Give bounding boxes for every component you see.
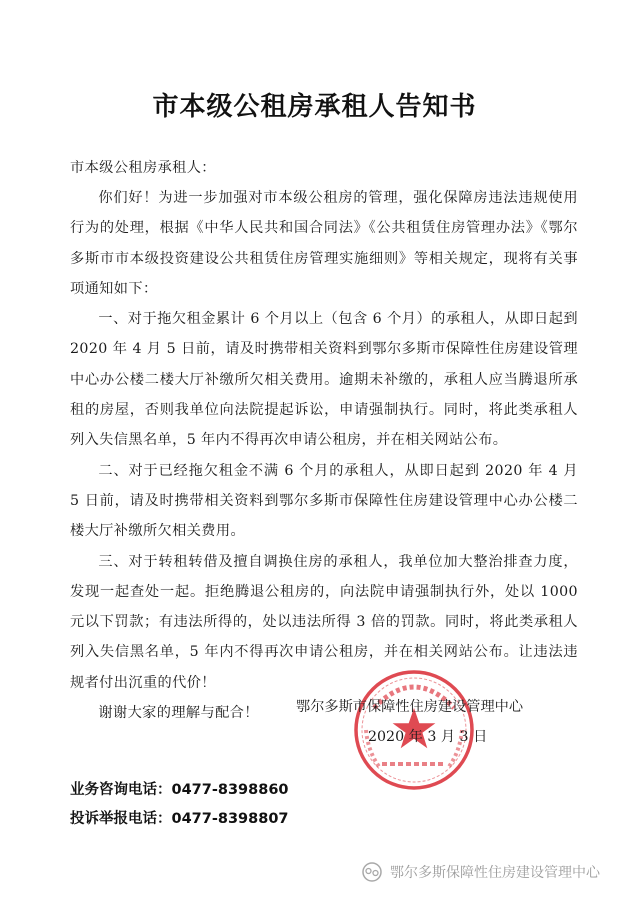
thanks-paragraph: 谢谢大家的理解与配合！ — [98, 705, 259, 722]
notice-body — [70, 183, 578, 728]
signature-date: 2020 年 3 月 3 日 — [368, 729, 488, 745]
page-title: 市本级公租房承租人告知书 — [152, 92, 477, 122]
intro-paragraph: 你们好！为进一步加强对市本级公租房的管理，强化保障房违法违规使用行为的处理，根据《中华人民共和国合同法》《公共租赁住房管理办法》《鄂尔多斯市市本级投资建设公共租赁住房管理实施细则》等相关规定，现将有关事项通知如下： — [70, 190, 578, 297]
consult-phone: 业务咨询电话：0477-8398860 — [70, 782, 289, 798]
item-three-paragraph: 三、对于转租转借及擅自调换住房的承租人，我单位加大整治排查力度，发现一起查处一起。拒绝腾退公租房的，向法院申请强制执行外，处以 1000 元以下罚款；有违法所得的，处以违法所得 3 倍的罚款。同时，将此类承租人列入失信黑名单，5 年内不得再次申请公租房，并在相关网站公布。让违法违规者付出沉重的代价！ — [70, 553, 578, 691]
signature-block — [296, 692, 523, 752]
item-one-paragraph: 一、对于拖欠租金累计 6 个月以上（包含 6 个月）的承租人，从即日起到 2020 年 4 月 5 日前，请及时携带相关资料到鄂尔多斯市保障性住房建设管理中心办公楼二楼大厅补缴所欠相关费用。逾期未补缴的，承租人应当腾退所承租的房屋，否则我单位向法院提起诉讼，申请强制执行。同时，将此类承租人列入失信黑名单，5 年内不得再次申请公租房，并在相关网站公布。 — [70, 311, 578, 449]
signature-organization: 鄂尔多斯市保障性住房建设管理中心 — [296, 699, 524, 715]
salutation: 市本级公租房承租人： — [70, 160, 216, 176]
item-two-paragraph: 二、对于已经拖欠租金不满 6 个月的承租人，从即日起到 2020 年 4 月 5 日前，请及时携带相关资料到鄂尔多斯市保障性住房建设管理中心办公楼二楼大厅补缴所欠相关费用。 — [70, 462, 578, 540]
wechat-official-account-icon — [360, 861, 384, 883]
watermark-text: 鄂尔多斯保障性住房建设管理中心 — [390, 865, 600, 881]
complaint-phone: 投诉举报电话：0477-8398807 — [70, 811, 289, 827]
watermark — [360, 858, 600, 886]
